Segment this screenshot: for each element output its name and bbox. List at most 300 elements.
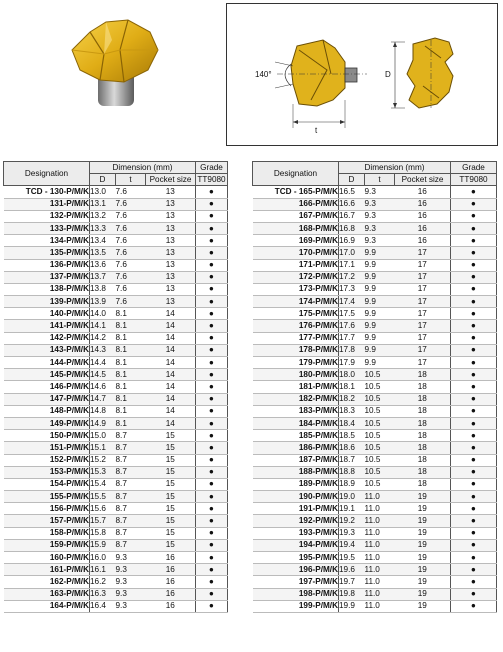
d-cell: 16.1 [90,564,116,576]
table-row [253,296,497,308]
designation-cell: 183-P/M/K [253,405,339,417]
header-d: D [339,174,365,186]
designation-cell: 174-P/M/K [253,296,339,308]
pocket-size-cell: 15 [146,539,196,551]
designation-cell: 172-P/M/K [253,271,339,283]
table-row [253,283,497,295]
d-cell: 14.2 [90,332,116,344]
pocket-size-cell: 18 [395,381,451,393]
d-cell: 19.2 [339,515,365,527]
grade-availability-cell: ● [451,600,497,612]
pocket-size-cell: 14 [146,417,196,429]
t-cell: 8.1 [116,332,146,344]
table-row [4,198,228,210]
d-cell: 17.3 [339,283,365,295]
pocket-size-cell: 15 [146,454,196,466]
grade-availability-cell: ● [196,539,228,551]
table-row [253,576,497,588]
grade-availability-cell: ● [196,332,228,344]
designation-cell: 145-P/M/K [4,369,90,381]
d-cell: 18.1 [339,381,365,393]
t-cell: 10.5 [365,393,395,405]
pocket-size-cell: 14 [146,332,196,344]
d-cell: 18.5 [339,430,365,442]
pocket-size-cell: 16 [146,564,196,576]
grade-availability-cell: ● [451,539,497,551]
table-row [4,320,228,332]
pocket-size-cell: 14 [146,393,196,405]
t-cell: 11.0 [365,491,395,503]
designation-cell: 147-P/M/K [4,393,90,405]
d-cell: 15.1 [90,442,116,454]
designation-cell: 135-P/M/K [4,247,90,259]
designation-cell: 132-P/M/K [4,210,90,222]
header-d: D [90,174,116,186]
t-cell: 9.3 [116,552,146,564]
d-cell: 15.9 [90,539,116,551]
t-cell: 8.1 [116,357,146,369]
table-row [4,369,228,381]
table-row [253,564,497,576]
grade-availability-cell: ● [451,442,497,454]
pocket-size-cell: 18 [395,405,451,417]
d-cell: 17.5 [339,308,365,320]
d-cell: 19.5 [339,552,365,564]
pocket-size-cell: 13 [146,271,196,283]
t-cell: 11.0 [365,564,395,576]
table-row [4,527,228,539]
pocket-size-cell: 14 [146,405,196,417]
grade-availability-cell: ● [196,283,228,295]
designation-cell: 193-P/M/K [253,527,339,539]
grade-availability-cell: ● [451,503,497,515]
t-cell: 7.6 [116,259,146,271]
grade-availability-cell: ● [196,247,228,259]
table-row [253,491,497,503]
front-view-insert [407,38,453,108]
grade-availability-cell: ● [451,478,497,490]
d-cell: 15.4 [90,478,116,490]
header-t: t [365,174,395,186]
designation-cell: 177-P/M/K [253,332,339,344]
designation-cell: 162-P/M/K [4,576,90,588]
designation-cell: 137-P/M/K [4,271,90,283]
d-cell: 16.7 [339,210,365,222]
d-cell: 16.5 [339,186,365,198]
table-row [253,527,497,539]
designation-cell: 190-P/M/K [253,491,339,503]
t-cell: 7.6 [116,210,146,222]
table-row [253,478,497,490]
pocket-size-cell: 17 [395,247,451,259]
table-row [4,210,228,222]
designation-cell: 157-P/M/K [4,515,90,527]
t-cell: 9.3 [365,210,395,222]
table-row [4,296,228,308]
t-cell: 8.1 [116,417,146,429]
t-cell: 11.0 [365,588,395,600]
table-row [4,417,228,429]
designation-cell: 149-P/M/K [4,417,90,429]
t-cell: 7.6 [116,235,146,247]
t-cell: 7.6 [116,222,146,234]
grade-availability-cell: ● [196,491,228,503]
table-row [4,271,228,283]
grade-availability-cell: ● [451,552,497,564]
pocket-size-cell: 15 [146,442,196,454]
grade-availability-cell: ● [451,417,497,429]
header-grade: Grade [196,162,228,174]
pocket-size-cell: 19 [395,491,451,503]
d-cell: 16.3 [90,588,116,600]
table-row [253,539,497,551]
grade-availability-cell: ● [451,235,497,247]
grade-availability-cell: ● [196,478,228,490]
grade-availability-cell: ● [196,515,228,527]
grade-availability-cell: ● [451,332,497,344]
t-cell: 11.0 [365,503,395,515]
designation-cell: 154-P/M/K [4,478,90,490]
d-cell: 13.0 [90,186,116,198]
pocket-size-cell: 13 [146,235,196,247]
d-cell: 15.0 [90,430,116,442]
t-cell: 9.3 [116,564,146,576]
table-row [253,381,497,393]
table-row [253,454,497,466]
pocket-size-cell: 17 [395,308,451,320]
designation-cell: 150-P/M/K [4,430,90,442]
spec-table-left [3,161,228,613]
designation-cell: 151-P/M/K [4,442,90,454]
pocket-size-cell: 18 [395,430,451,442]
pocket-size-cell: 18 [395,466,451,478]
pocket-size-cell: 16 [395,210,451,222]
d-dimension-label: D [385,70,391,79]
pocket-size-cell: 16 [146,588,196,600]
designation-cell: 197-P/M/K [253,576,339,588]
t-cell: 8.7 [116,527,146,539]
table-row [4,576,228,588]
table-row [4,454,228,466]
pocket-size-cell: 16 [146,600,196,612]
pocket-size-cell: 17 [395,283,451,295]
t-cell: 11.0 [365,576,395,588]
designation-cell: 153-P/M/K [4,466,90,478]
table-row [253,259,497,271]
grade-availability-cell: ● [196,369,228,381]
d-cell: 18.4 [339,417,365,429]
header-pocket-size: Pocket size [146,174,196,186]
grade-availability-cell: ● [196,186,228,198]
designation-cell: 158-P/M/K [4,527,90,539]
t-cell: 8.7 [116,539,146,551]
grade-availability-cell: ● [196,552,228,564]
d-cell: 18.8 [339,466,365,478]
t-cell: 8.1 [116,308,146,320]
table-row [4,503,228,515]
grade-availability-cell: ● [451,588,497,600]
t-cell: 8.1 [116,405,146,417]
d-cell: 13.2 [90,210,116,222]
designation-cell: 182-P/M/K [253,393,339,405]
table-row [253,515,497,527]
table-row [253,466,497,478]
table-row [4,247,228,259]
pocket-size-cell: 17 [395,296,451,308]
t-cell: 9.9 [365,308,395,320]
grade-availability-cell: ● [196,503,228,515]
pocket-size-cell: 14 [146,357,196,369]
d-cell: 16.6 [339,198,365,210]
header-t: t [116,174,146,186]
designation-cell: 198-P/M/K [253,588,339,600]
pocket-size-cell: 15 [146,478,196,490]
pocket-size-cell: 17 [395,320,451,332]
header-dimension: Dimension (mm) [90,162,196,174]
d-cell: 19.3 [339,527,365,539]
t-cell: 8.7 [116,454,146,466]
t-cell: 10.5 [365,405,395,417]
table-row [4,478,228,490]
t-cell: 8.1 [116,381,146,393]
d-cell: 14.0 [90,308,116,320]
d-cell: 13.8 [90,283,116,295]
pocket-size-cell: 15 [146,430,196,442]
d-cell: 13.7 [90,271,116,283]
designation-cell: 143-P/M/K [4,344,90,356]
t-cell: 11.0 [365,539,395,551]
d-cell: 14.8 [90,405,116,417]
d-cell: 13.3 [90,222,116,234]
grade-availability-cell: ● [196,296,228,308]
designation-cell: 196-P/M/K [253,564,339,576]
t-cell: 9.9 [365,332,395,344]
table-row [253,222,497,234]
d-cell: 18.9 [339,478,365,490]
pocket-size-cell: 18 [395,393,451,405]
grade-availability-cell: ● [196,210,228,222]
table-row [4,259,228,271]
t-cell: 7.6 [116,271,146,283]
d-cell: 13.6 [90,259,116,271]
table-row [253,369,497,381]
designation-cell: 138-P/M/K [4,283,90,295]
designation-cell: 184-P/M/K [253,417,339,429]
d-cell: 19.7 [339,576,365,588]
pocket-size-cell: 13 [146,259,196,271]
designation-cell: 146-P/M/K [4,381,90,393]
pocket-size-cell: 19 [395,588,451,600]
designation-cell: 170-P/M/K [253,247,339,259]
designation-cell: 148-P/M/K [4,405,90,417]
pocket-size-cell: 17 [395,357,451,369]
pocket-size-cell: 16 [395,186,451,198]
d-cell: 19.9 [339,600,365,612]
designation-cell: 163-P/M/K [4,588,90,600]
pocket-size-cell: 13 [146,198,196,210]
table-row [253,600,497,612]
grade-availability-cell: ● [451,259,497,271]
grade-availability-cell: ● [196,454,228,466]
grade-availability-cell: ● [196,405,228,417]
grade-availability-cell: ● [451,381,497,393]
table-row [4,466,228,478]
grade-availability-cell: ● [196,527,228,539]
d-cell: 14.5 [90,369,116,381]
t-cell: 10.5 [365,478,395,490]
spec-table-right [252,161,497,613]
designation-cell: 136-P/M/K [4,259,90,271]
grade-availability-cell: ● [451,491,497,503]
designation-cell: 140-P/M/K [4,308,90,320]
table-row [253,552,497,564]
grade-availability-cell: ● [196,259,228,271]
grade-availability-cell: ● [196,344,228,356]
pocket-size-cell: 14 [146,308,196,320]
pocket-size-cell: 13 [146,296,196,308]
designation-cell: 187-P/M/K [253,454,339,466]
d-cell: 16.9 [339,235,365,247]
t-cell: 8.7 [116,478,146,490]
grade-availability-cell: ● [451,393,497,405]
grade-availability-cell: ● [196,198,228,210]
t-dimension-label: t [315,126,318,135]
t-cell: 9.9 [365,320,395,332]
d-cell: 19.1 [339,503,365,515]
d-cell: 15.6 [90,503,116,515]
grade-availability-cell: ● [451,527,497,539]
grade-availability-cell: ● [196,393,228,405]
designation-cell: 142-P/M/K [4,332,90,344]
d-cell: 18.0 [339,369,365,381]
t-cell: 7.6 [116,198,146,210]
designation-cell: 186-P/M/K [253,442,339,454]
d-cell: 14.9 [90,417,116,429]
grade-availability-cell: ● [196,320,228,332]
designation-cell: 185-P/M/K [253,430,339,442]
pocket-size-cell: 16 [146,552,196,564]
table-row [253,430,497,442]
t-cell: 10.5 [365,381,395,393]
pocket-size-cell: 13 [146,186,196,198]
d-cell: 16.4 [90,600,116,612]
t-cell: 11.0 [365,527,395,539]
pocket-size-cell: 19 [395,515,451,527]
pocket-size-cell: 13 [146,210,196,222]
table-row [4,552,228,564]
d-cell: 15.8 [90,527,116,539]
table-row [4,357,228,369]
t-cell: 9.9 [365,344,395,356]
table-row [253,198,497,210]
d-cell: 15.5 [90,491,116,503]
d-cell: 13.1 [90,198,116,210]
table-row [4,564,228,576]
table-row [4,381,228,393]
pocket-size-cell: 16 [146,576,196,588]
t-cell: 9.3 [365,222,395,234]
designation-cell: 171-P/M/K [253,259,339,271]
table-row [253,588,497,600]
t-cell: 8.1 [116,320,146,332]
d-cell: 13.9 [90,296,116,308]
t-cell: 9.9 [365,283,395,295]
table-row [253,357,497,369]
grade-availability-cell: ● [451,186,497,198]
t-cell: 8.7 [116,466,146,478]
t-cell: 9.9 [365,247,395,259]
pocket-size-cell: 18 [395,369,451,381]
header-grade-name: TT9080 [196,174,228,186]
t-cell: 8.7 [116,442,146,454]
grade-availability-cell: ● [451,283,497,295]
table-row [253,320,497,332]
d-cell: 17.1 [339,259,365,271]
designation-cell: 181-P/M/K [253,381,339,393]
table-row [4,600,228,612]
d-cell: 18.3 [339,405,365,417]
d-cell: 19.8 [339,588,365,600]
grade-availability-cell: ● [196,576,228,588]
grade-availability-cell: ● [451,308,497,320]
pocket-size-cell: 15 [146,503,196,515]
grade-availability-cell: ● [451,515,497,527]
pocket-size-cell: 15 [146,466,196,478]
grade-availability-cell: ● [196,381,228,393]
table-row [4,430,228,442]
t-cell: 9.3 [116,600,146,612]
pocket-size-cell: 14 [146,320,196,332]
designation-cell: 139-P/M/K [4,296,90,308]
designation-cell: 161-P/M/K [4,564,90,576]
grade-availability-cell: ● [451,369,497,381]
grade-availability-cell: ● [196,308,228,320]
table-row [4,588,228,600]
pocket-size-cell: 18 [395,417,451,429]
grade-availability-cell: ● [451,198,497,210]
t-cell: 9.3 [365,235,395,247]
d-cell: 14.4 [90,357,116,369]
pocket-size-cell: 19 [395,564,451,576]
pocket-size-cell: 17 [395,344,451,356]
pocket-size-cell: 17 [395,332,451,344]
grade-availability-cell: ● [451,576,497,588]
header-pocket-size: Pocket size [395,174,451,186]
table-row [4,515,228,527]
grade-availability-cell: ● [451,247,497,259]
grade-availability-cell: ● [196,271,228,283]
t-cell: 10.5 [365,454,395,466]
designation-cell: TCD - 165-P/M/K [253,186,339,198]
designation-cell: 156-P/M/K [4,503,90,515]
designation-cell: 164-P/M/K [4,600,90,612]
table-row [4,332,228,344]
grade-availability-cell: ● [451,296,497,308]
t-cell: 9.9 [365,296,395,308]
t-cell: 9.3 [116,576,146,588]
d-cell: 15.7 [90,515,116,527]
table-row [253,405,497,417]
t-cell: 8.1 [116,393,146,405]
d-cell: 18.2 [339,393,365,405]
header-designation: Designation [253,162,339,186]
designation-cell: 178-P/M/K [253,344,339,356]
grade-availability-cell: ● [451,564,497,576]
grade-availability-cell: ● [196,600,228,612]
table-row [4,393,228,405]
grade-availability-cell: ● [196,430,228,442]
t-cell: 8.1 [116,369,146,381]
